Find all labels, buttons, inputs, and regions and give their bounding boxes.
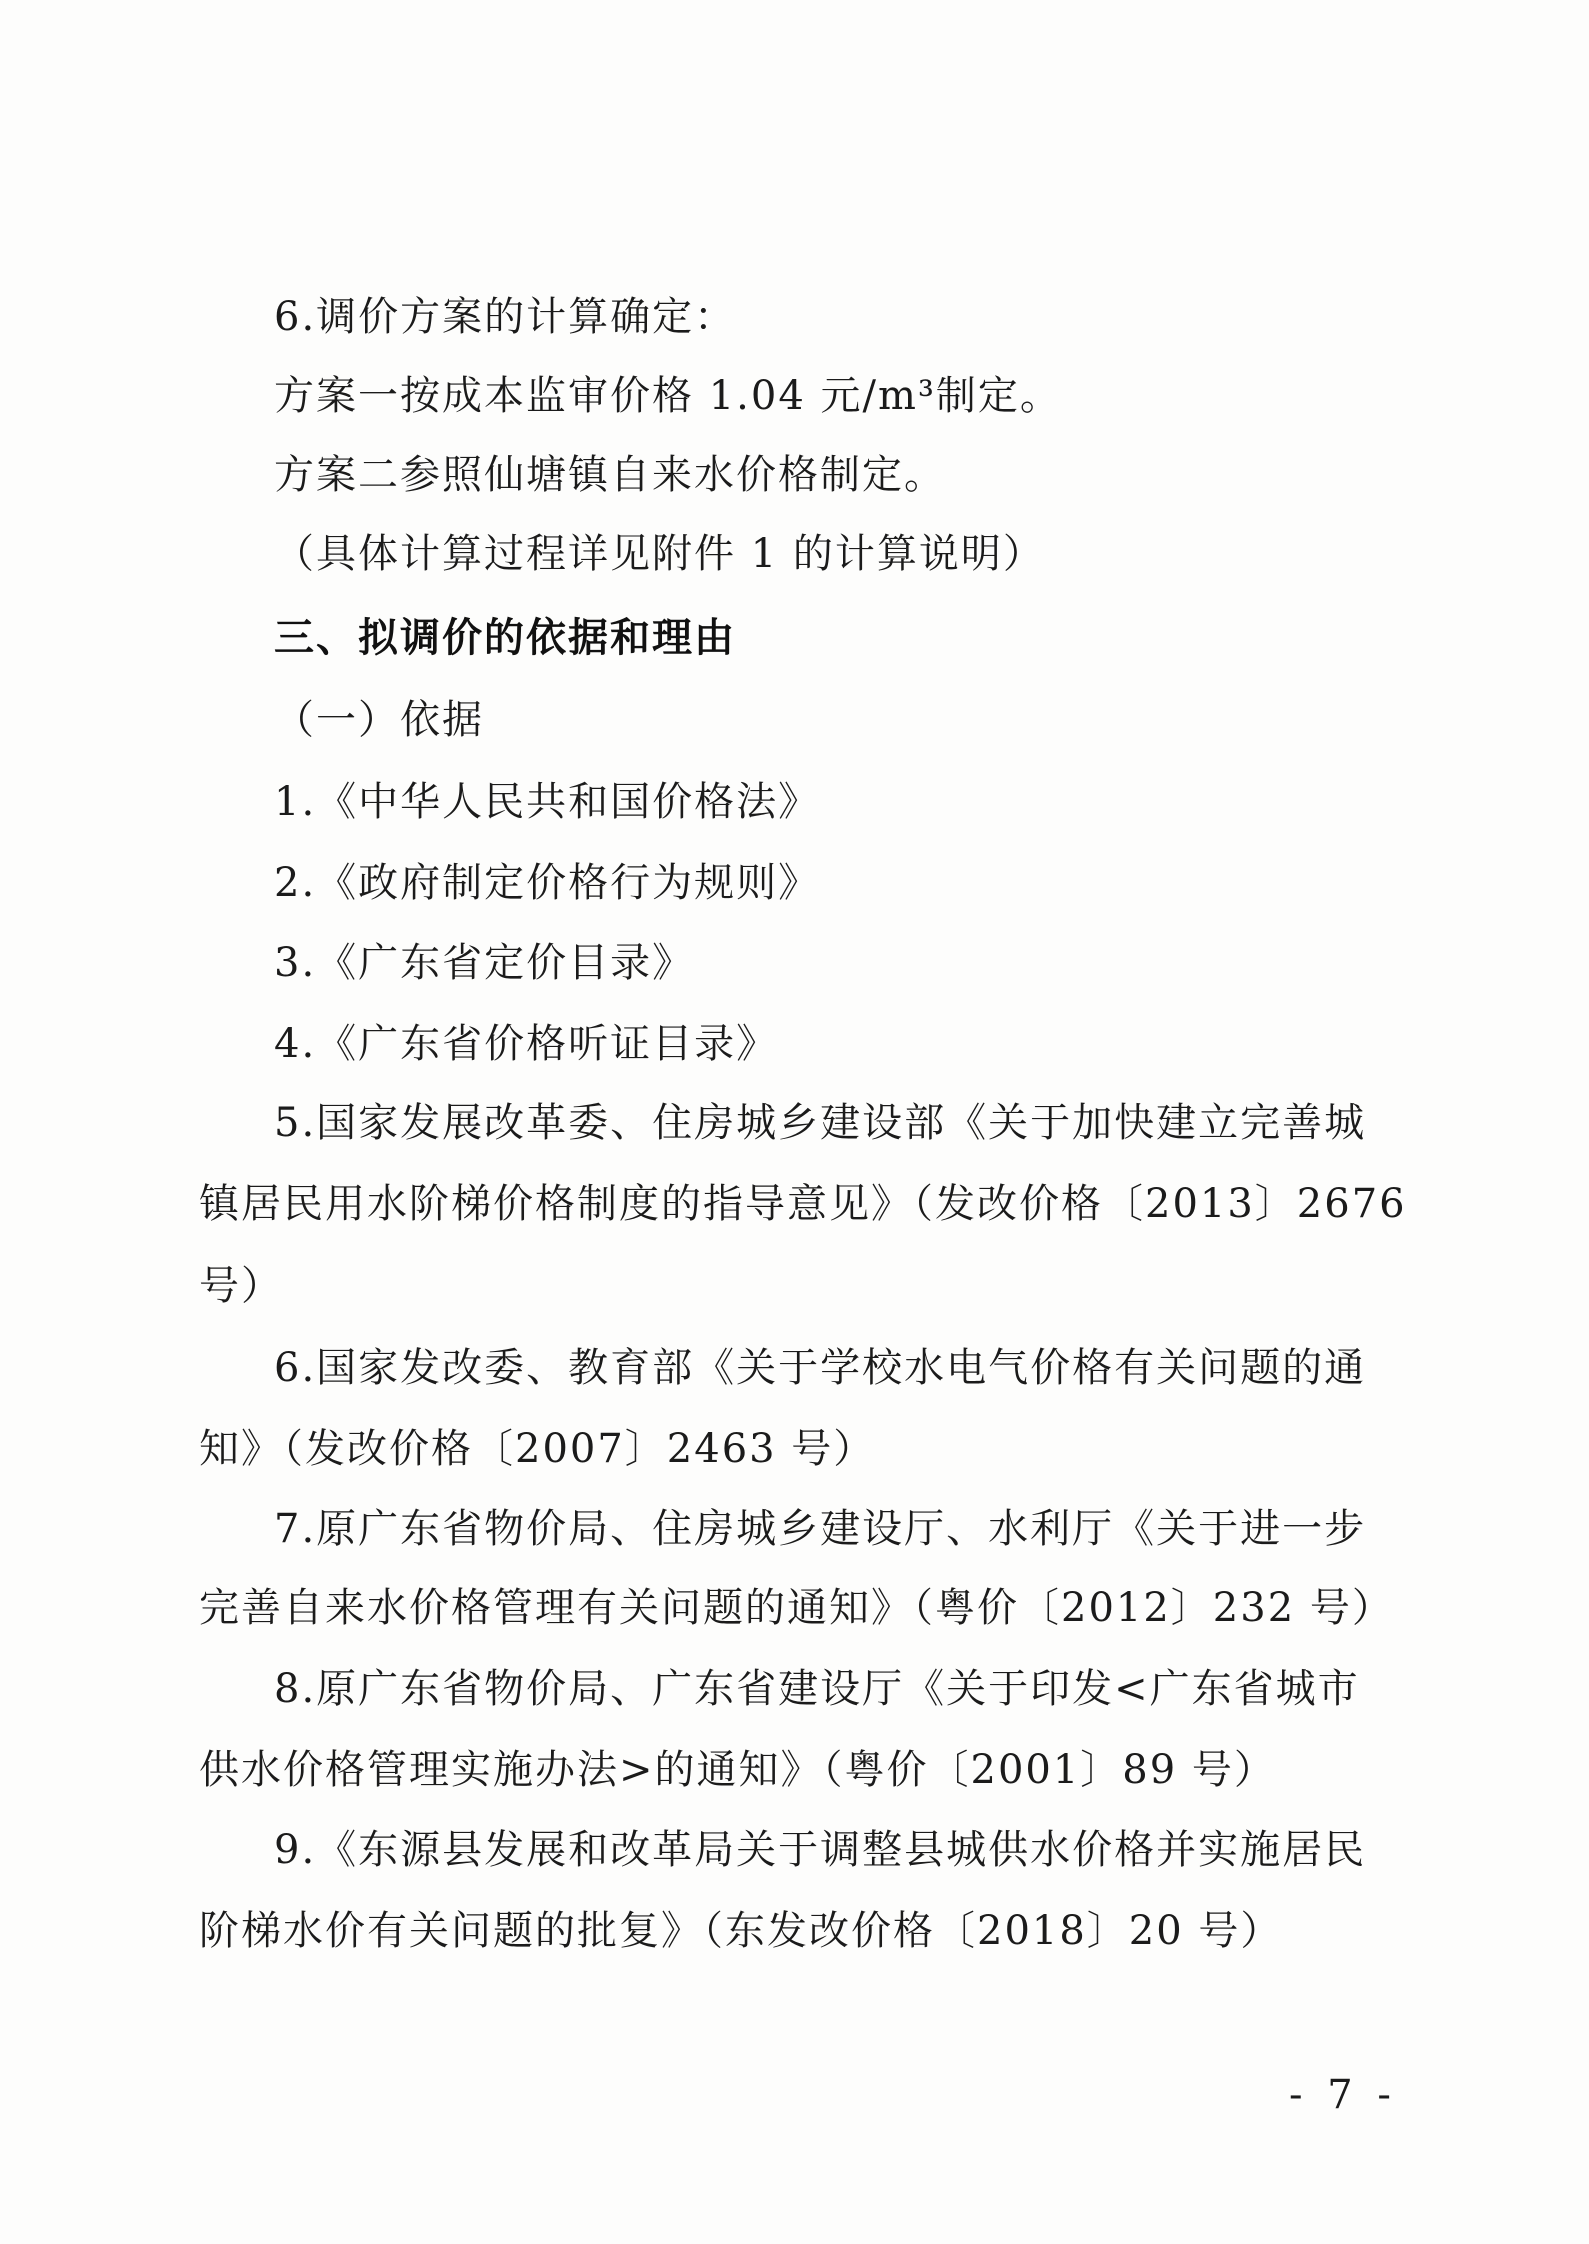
subsection-heading: （一）依据	[274, 697, 484, 743]
plan-one-text: 方案一按成本监审价格 1.04 元/m³制定。	[274, 373, 1062, 419]
basis-item-9-line-2: 阶梯水价有关问题的批复》（东发改价格〔2018〕20 号）	[199, 1908, 1283, 1954]
basis-item-2: 2.《政府制定价格行为规则》	[274, 860, 821, 906]
basis-item-7-line-1: 7.原广东省物价局、住房城乡建设厅、水利厅《关于进一步	[274, 1506, 1367, 1552]
basis-item-9-line-1: 9.《东源县发展和改革局关于调整县城供水价格并实施居民	[274, 1827, 1367, 1873]
section-heading: 三、拟调价的依据和理由	[274, 614, 736, 661]
basis-item-6-line-2: 知》（发改价格〔2007〕2463 号）	[199, 1426, 876, 1472]
basis-item-4: 4.《广东省价格听证目录》	[274, 1021, 779, 1067]
basis-item-7-line-2: 完善自来水价格管理有关问题的通知》（粤价〔2012〕232 号）	[199, 1585, 1394, 1631]
plan-calculation-heading: 6.调价方案的计算确定：	[274, 294, 737, 340]
calculation-note: （具体计算过程详见附件 1 的计算说明）	[274, 531, 1045, 577]
basis-item-5-line-1: 5.国家发展改革委、住房城乡建设部《关于加快建立完善城	[274, 1100, 1367, 1146]
basis-item-5-line-3: 号）	[199, 1263, 283, 1309]
page-number: - 7 -	[1289, 2072, 1397, 2118]
basis-item-8-line-1: 8.原广东省物价局、广东省建设厅《关于印发<广东省城市	[274, 1666, 1360, 1712]
basis-item-8-line-2: 供水价格管理实施办法>的通知》（粤价〔2001〕89 号）	[199, 1747, 1276, 1793]
basis-item-6-line-1: 6.国家发改委、教育部《关于学校水电气价格有关问题的通	[274, 1345, 1367, 1391]
basis-item-3: 3.《广东省定价目录》	[274, 940, 695, 986]
basis-item-5-line-2: 镇居民用水阶梯价格制度的指导意见》（发改价格〔2013〕2676	[199, 1181, 1407, 1227]
basis-item-1: 1.《中华人民共和国价格法》	[274, 779, 821, 825]
plan-two-text: 方案二参照仙塘镇自来水价格制定。	[274, 452, 946, 498]
